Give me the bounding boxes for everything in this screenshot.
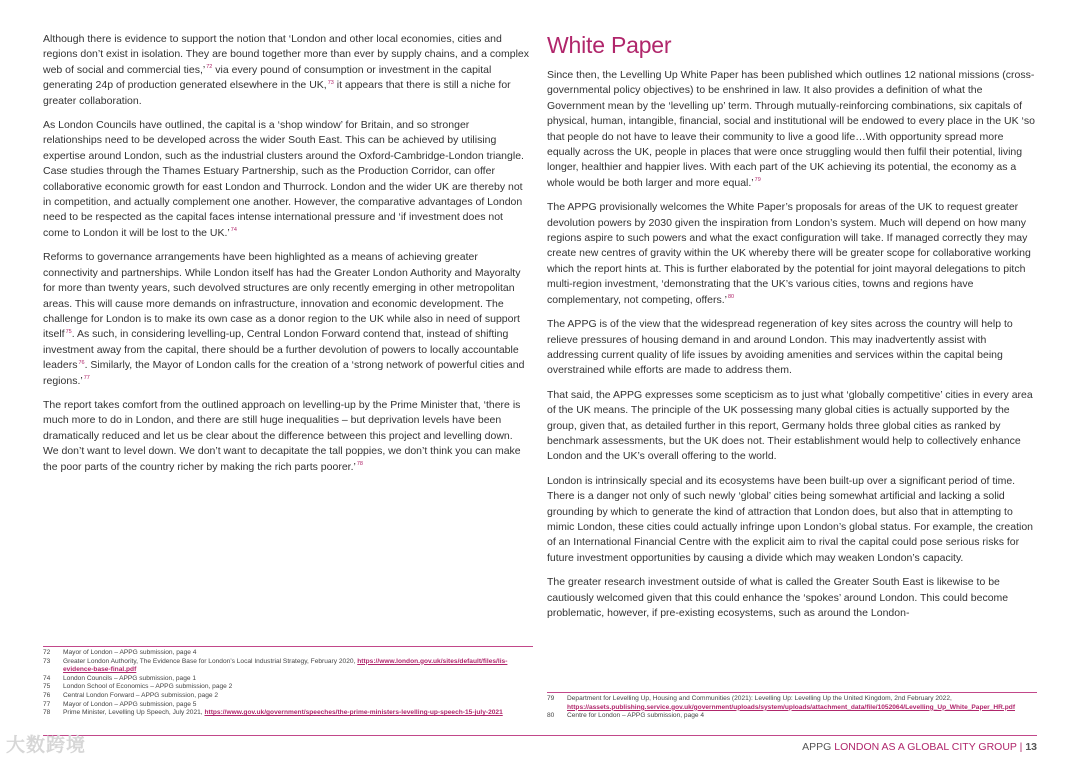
- footnotes-right: [547, 692, 1037, 721]
- footnote: 80 Centre for London – APPG submission, page 4: [547, 712, 705, 720]
- paragraph: That said, the APPG expresses some scepticism as to just what ‘globally competitive’ cities in every area of the UK means. The principle of the UK possessing many global cities is actually supported by the group, given that, as detailed further in this report, Germany holds three global cities as ranked by benchmark assessments, but the UK does not. Their establishment would help to collectively enhance London and the UK’s overall offering to the world.: [547, 388, 1033, 463]
- paragraph: Although there is evidence to support the notion that ‘London and other local economies, cities and regions don’t exist in isolation. They are bound together more than ever by supply chains, and a complex web of social and commercial ties,’$^{72}$ via every pound of consumption or investment in the capital generating 24p of production generated elsewhere in the UK,$^{73}$ it appears that there is still a niche for greater collaboration.: [43, 33, 530, 107]
- footnote: 75 London School of Economics – APPG submission, page 2: [43, 683, 233, 691]
- footnote-ref[interactable]: 74: [230, 227, 237, 234]
- paragraph: Reforms to governance arrangements have been highlighted as a means of achieving greater connectivity and partnerships. While London itself has had the Greater London Authority and Mayoralty for more than twenty years, such devolved structures are only recently emerging in other metropolitan areas. This will cause more demands on infrastructure, innovation and economic development. The challenge for London is to make its own case as a donor region to the UK while also in need of support itself$^{75}$. As such, in considering levelling-up, Central London Forward contend that, instead of shifting investment away from the capital, there should be a further devolution of powers to locally accountable leaders$^{76}$. Similarly, the Mayor of London calls for the creation of a ‘strong network of powerful cities and regions.’$^{77}$: [43, 251, 525, 387]
- paragraph: The APPG provisionally welcomes the White Paper’s proposals for areas of the UK to request greater devolution powers by 2030 given the inspiration from London’s system. Much will depend on how many regions aspire to such powers and what the exact configuration will take. If managed correctly they may create new centres of gravity within the UK whereby there will be greater scope for collaborative working which the report hints at. This is further elaborated by the potential for joint mayoral delegations to pitch multi-region investment, ‘demonstrating that the UK’s various cities, towns and regions have complementary, not competing, offers.’$^{80}$: [547, 201, 1031, 306]
- paragraph: The report takes comfort from the outlined approach on levelling-up by the Prime Minister that, ‘there is much more to do in London, and there are still huge inequalities – but deprivation levels have been dramatically reduced and let us be clear about the difference between this project and levelling down. We don’t want to level down. We don’t want to decapitate the tall poppies, we don’t think you can make the poor parts of the country richer by making the rich parts poorer.’$^{78}$: [43, 398, 521, 473]
- footnote: 73 Greater London Authority, The Evidence Base for London’s Local Industrial Strategy, February 2020, https://www.london.gov.uk/sites/default/files/lis-evidence-base-final.pdf: [43, 657, 508, 674]
- footer-separator: |: [1019, 741, 1023, 753]
- paragraph: The APPG is of the view that the widespread regeneration of key sites across the country will help to relieve pressures of housing demand in and around London. This may inadvertently assist with addressing current quality of life issues by avoiding amenities and services within the capital being overstrained while efforts are made to address them.: [547, 318, 1013, 377]
- paragraph: The greater research investment outside of what is called the Greater South East is likewise to be cautiously welcomed given that this could enhance the ‘spokes’ around London. This could become problematic, however, if pre-existing ecosystems, such as around the London-: [547, 576, 1009, 619]
- footnote: 76 Central London Forward – APPG submission, page 2: [43, 691, 219, 699]
- watermark-logo: 大数跨境: [6, 735, 87, 756]
- paragraph: London is intrinsically special and its ecosystems have been built-up over a significant period of time. There is a danger not only of such newly ‘global’ cities being somewhat artificial and lacking a solid grounding by which to generate the kind of attraction that London does, but also that in attempting to mimic London, these cities could actually infringe upon London’s global status. For example, the creation of an International Financial Centre with the explicit aim to rival the capital could pose serious risks for future investment opportunities by causing a divide which may weaken London’s capacity.: [547, 474, 1034, 564]
- paragraph: Since then, the Levelling Up White Paper has been published which outlines 12 national missions (cross-governmental policy objectives) to be enshrined in law. It also provides a definition of what the Government mean by the ‘levelling up’ term. Through mutually-reinforcing combinations, six capitals of physical, human, intangible, financial, social and institutional will be endowed to every place in the UK ‘so that people do not have to leave their community to live a good life…With opportunity spread more equally across the UK, people in places that were once struggling would then fulfil their potential, living longer, healthier and happier lives. With each part of the UK achieving its potential, the economy as a whole would be both larger and more equal.’$^{79}$: [547, 69, 1035, 189]
- right-column: [547, 30, 1037, 630]
- footnote-link[interactable]: https://assets.publishing.service.gov.uk/government/uploads/system/uploads/attachment_data/file/1052064/Levelling_Up_White_Paper_HR.pdf: [567, 703, 1016, 711]
- footnote-ref[interactable]: 76: [78, 359, 85, 366]
- footnote: 74 London Councils – APPG submission, page 1: [43, 674, 197, 682]
- footnote: 77 Mayor of London – APPG submission, page 5: [43, 700, 197, 708]
- footnote-ref[interactable]: 73: [327, 79, 334, 86]
- footnote: 78 Prime Minister, Levelling Up Speech, July 2021, https://www.gov.uk/government/speeches/the-prime-ministers-levelling-up-speech-15-july-2021: [43, 709, 503, 717]
- footnote-ref[interactable]: 75: [65, 328, 72, 335]
- left-column: [43, 32, 529, 484]
- footnote: 72 Mayor of London – APPG submission, page 4: [43, 649, 197, 656]
- section-heading: White Paper: [547, 32, 672, 58]
- footnote-ref[interactable]: 78: [356, 461, 363, 468]
- footer-group-name: LONDON AS A GLOBAL CITY GROUP: [834, 741, 1017, 753]
- footnote-link[interactable]: https://www.london.gov.uk/sites/default/files/lis-evidence-base-final.pdf: [63, 657, 508, 674]
- page-footer: [802, 741, 1037, 753]
- footnote-link[interactable]: https://www.gov.uk/government/speeches/the-prime-ministers-levelling-up-speech-15-july-2021: [204, 709, 503, 717]
- footnote-ref[interactable]: 79: [754, 177, 761, 184]
- footnotes-left: [43, 646, 533, 718]
- page-number: 13: [1025, 741, 1037, 753]
- footer-appg: APPG: [802, 741, 832, 753]
- footer-divider: [43, 735, 1037, 736]
- footnote: 79 Department for Levelling Up, Housing and Communities (2021): Levelling Up: Levelling Up the United Kingdom, 2nd February 2022, https://assets.publishing.service.gov.uk/government/uploads/system/uploads/attachment_data/file/1052064/Levelling_Up_White_Paper_HR.pdf: [547, 695, 1016, 711]
- footnote-ref[interactable]: 72: [206, 64, 213, 71]
- footnote-ref[interactable]: 80: [727, 294, 735, 301]
- paragraph: As London Councils have outlined, the capital is a ‘shop window’ for Britain, and so stronger relationships need to be developed across the wider South East. This can be achieved by utilising expertise around London, such as the industrial clusters around the Oxford-Cambridge-London triangle. Case studies through the Thames Estuary Partnership, such as the Production Corridor, can offer collaborative economic growth for east London and Thurrock. London and the wider UK are thereby not in competition, and actually complement one another. However, the comparative advantages of London need to be respected as the capital faces intense international pressure and ‘if investment does not come to London it will be lost to the UK.’$^{74}$: [43, 119, 524, 239]
- footnote-ref[interactable]: 77: [83, 375, 90, 382]
